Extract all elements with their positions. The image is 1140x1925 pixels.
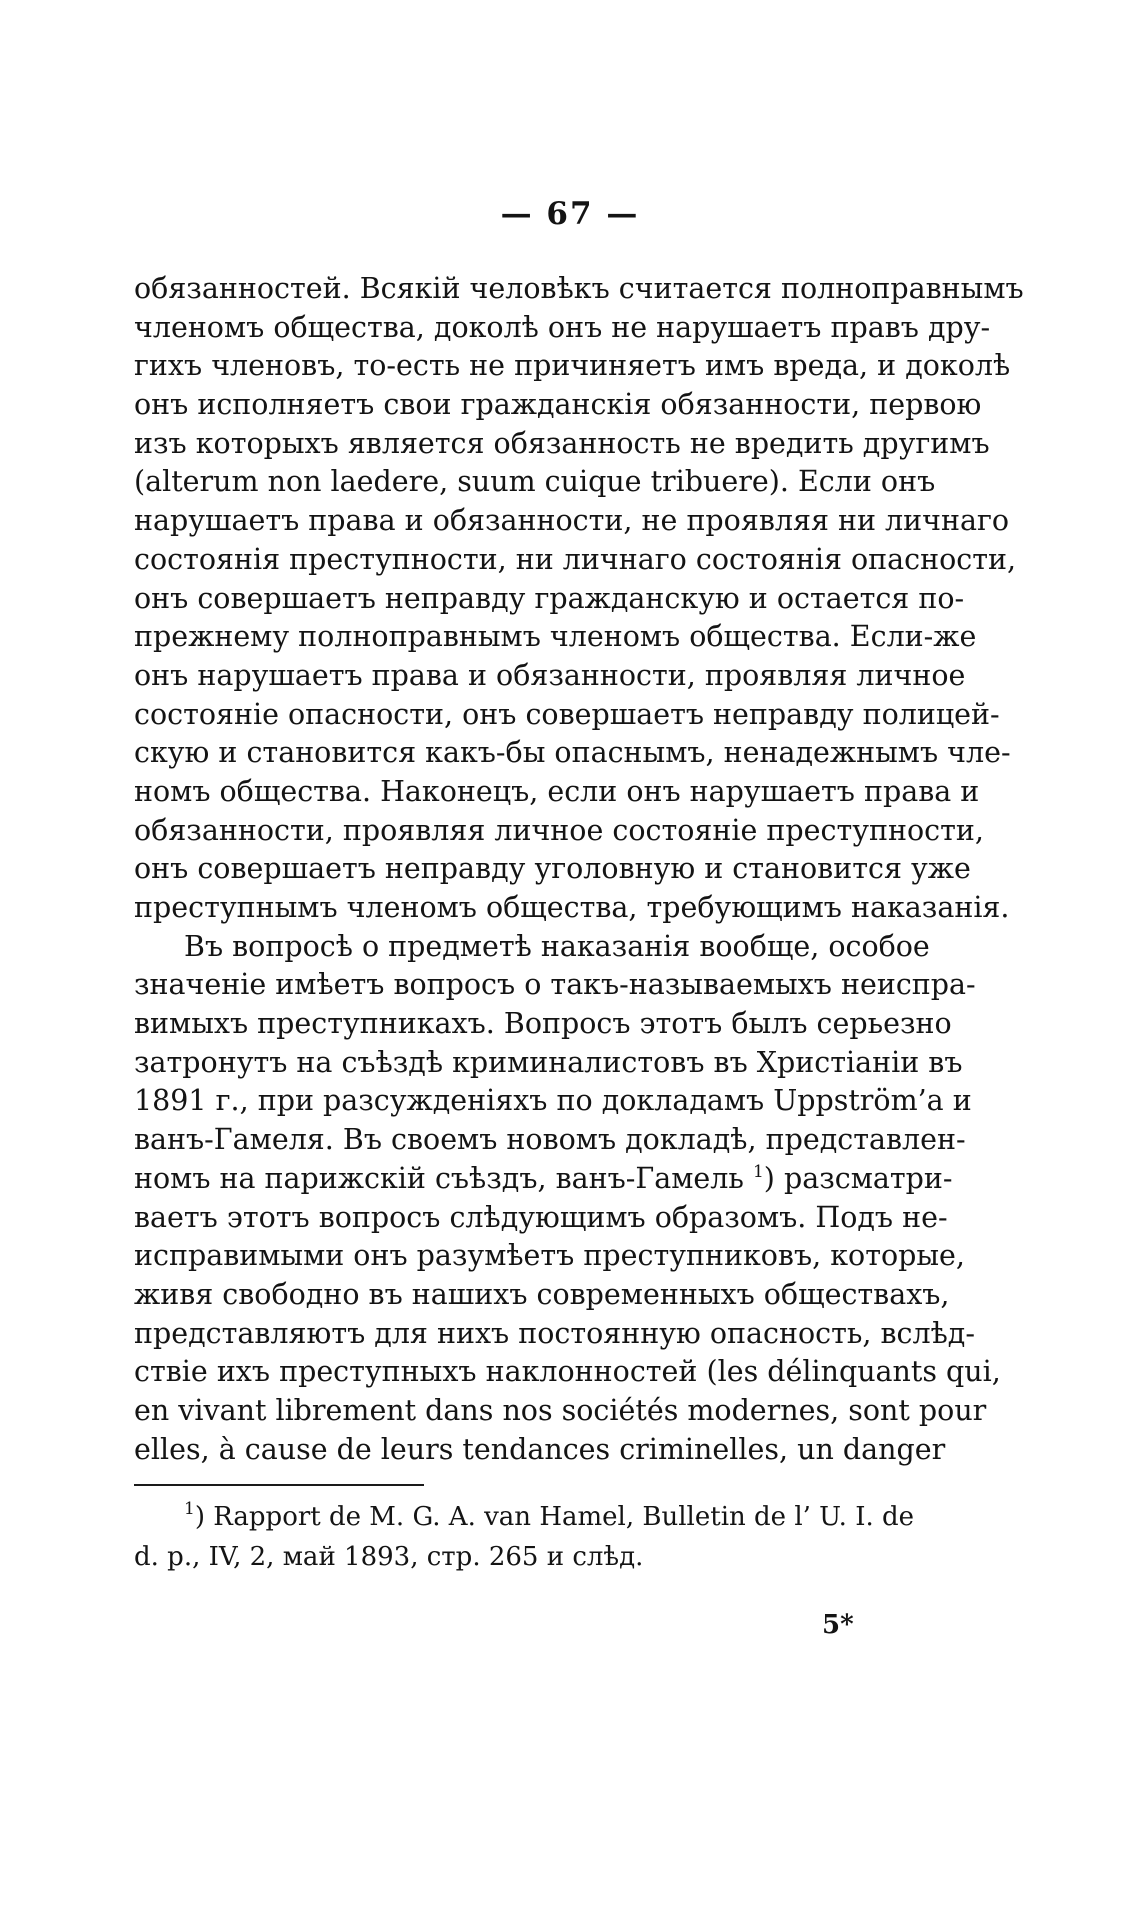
text-line: значеніе имѣетъ вопросъ о такъ-называемыхъ неиспра- bbox=[134, 968, 976, 1002]
text-line: преступнымъ членомъ общества, требующимъ наказанія. bbox=[134, 891, 1010, 924]
footnote bbox=[134, 1497, 915, 1577]
page-number: — 67 — bbox=[500, 196, 640, 232]
footnote-text: ) Rapport de M. G. A. van Hamel, Bulletin de l’ U. I. de bbox=[194, 1502, 915, 1532]
main-text bbox=[134, 270, 1024, 1469]
text-line: онъ совершаетъ неправду уголовную и становится уже bbox=[134, 852, 971, 886]
text-line: ванъ-Гамеля. Въ своемъ новомъ докладѣ, представлен- bbox=[134, 1123, 966, 1157]
text-line: живя свободно въ нашихъ современныхъ обществахъ, bbox=[134, 1277, 950, 1311]
text-line: en vivant librement dans nos sociétés modernes, sont pour bbox=[134, 1393, 987, 1427]
text-line: прежнему полноправнымъ членомъ общества. Если-же bbox=[134, 620, 977, 654]
text-line: 1891 г., при разсужденіяхъ по докладамъ Uppström’а и bbox=[134, 1084, 972, 1118]
paragraph-start-line: Въ вопросѣ о предметѣ наказанія вообще, особое bbox=[184, 929, 930, 963]
text-line: онъ исполняетъ свои гражданскія обязанности, первою bbox=[134, 388, 982, 422]
text-line: исправимыми онъ разумѣетъ преступниковъ, которые, bbox=[134, 1239, 965, 1273]
text-line: затронутъ на съѣздѣ криминалистовъ въ Христіаніи въ bbox=[134, 1045, 963, 1079]
text-line: онъ совершаетъ неправду гражданскую и остается по- bbox=[134, 581, 965, 615]
text-line: состоянія преступности, ни личнаго состоянія опасности, bbox=[134, 542, 1017, 576]
footnote-divider bbox=[134, 1484, 424, 1486]
text-line: членомъ общества, доколѣ онъ не нарушаетъ правъ дру- bbox=[134, 310, 991, 344]
printer-signature-mark: 5* bbox=[822, 1610, 854, 1640]
text-line: (alterum non laedere, suum cuique tribuere). Если онъ bbox=[134, 465, 936, 499]
text-line: состояніе опасности, онъ совершаетъ неправду полицей- bbox=[134, 697, 1000, 731]
text-line: ваетъ этотъ вопросъ слѣдующимъ образомъ. Подъ не- bbox=[134, 1200, 948, 1234]
text-line: elles, à cause de leurs tendances criminelles, un danger bbox=[134, 1432, 946, 1466]
text-line: вимыхъ преступникахъ. Вопросъ этотъ былъ серьезно bbox=[134, 1007, 952, 1041]
text-line: номъ общества. Наконецъ, если онъ нарушаетъ права и bbox=[134, 774, 980, 808]
footnote-line: d. p., IV, 2, май 1893, стр. 265 и слѣд. bbox=[134, 1542, 644, 1572]
text-line: гихъ членовъ, то-есть не причиняетъ имъ вреда, и доколѣ bbox=[134, 349, 1011, 383]
text-line: нарушаетъ права и обязанности, не проявляя ни личнаго bbox=[134, 504, 1010, 538]
text-fragment: ) разсматри- bbox=[763, 1161, 953, 1195]
footnote-marker: 1 bbox=[184, 1499, 195, 1519]
text-line: скую и становится какъ-бы опаснымъ, ненадежнымъ чле- bbox=[134, 736, 1011, 770]
footnote-reference[interactable]: 1 bbox=[752, 1161, 764, 1182]
footnote-line bbox=[134, 1497, 915, 1537]
text-line: представляютъ для нихъ постоянную опасность, вслѣд- bbox=[134, 1316, 975, 1350]
text-fragment: номъ на парижскій съѣздъ, ванъ-Гамель bbox=[134, 1161, 744, 1195]
text-line: онъ нарушаетъ права и обязанности, проявляя личное bbox=[134, 658, 966, 692]
text-line: обязанности, проявляя личное состояніе преступности, bbox=[134, 813, 984, 847]
text-line: обязанностей. Всякій человѣкъ считается полноправнымъ bbox=[134, 272, 1024, 305]
text-line: ствіе ихъ преступныхъ наклонностей (les délinquants qui, bbox=[134, 1355, 1001, 1389]
text-line-with-footnote-ref bbox=[134, 1160, 953, 1199]
text-line: изъ которыхъ является обязанность не вредить другимъ bbox=[134, 426, 990, 460]
